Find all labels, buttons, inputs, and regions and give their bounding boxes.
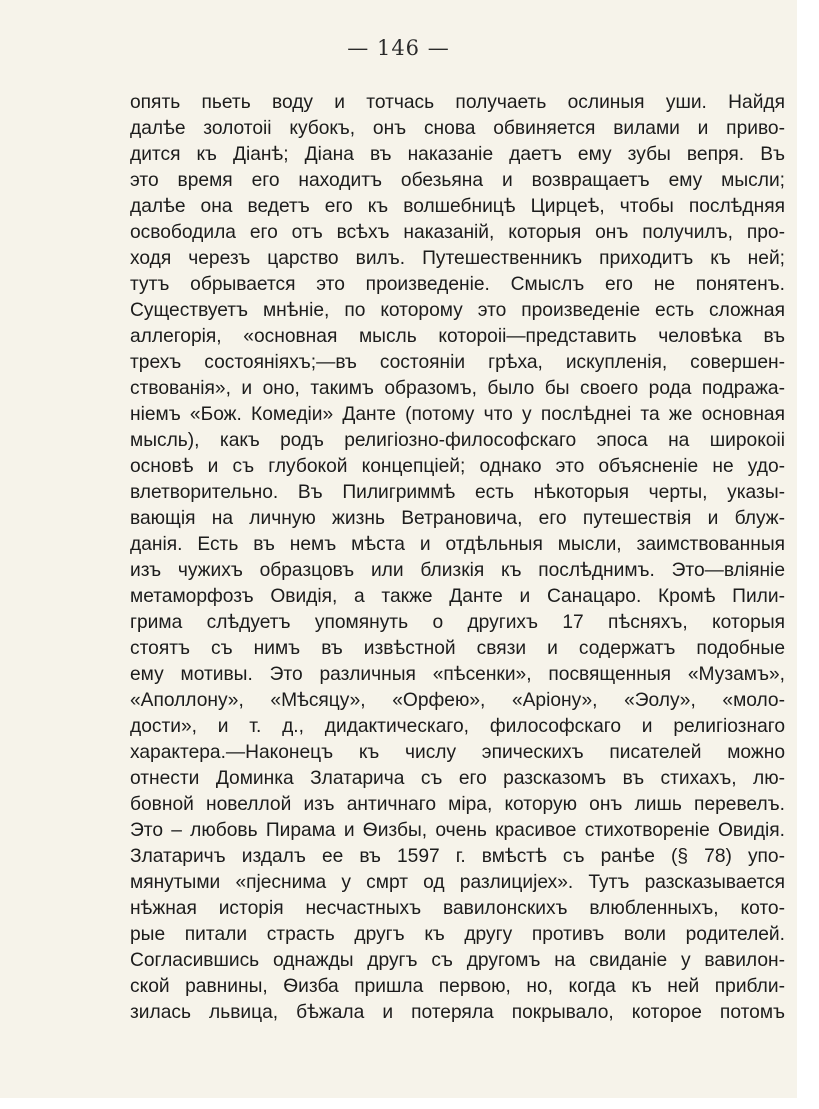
text-line: ніемъ «Бож. Комедіи» Данте (потому что у послѣднеі та же основная — [130, 404, 785, 425]
text-line: нѣжная исторія несчастныхъ вавилонскихъ влюбленныхъ, кото- — [130, 898, 785, 919]
text-line: дости», и т. д., дидактическаго, философскаго и религіознаго — [130, 716, 785, 737]
text-line: ской равнины, Ѳизба пришла первою, но, когда къ ней прибли- — [130, 976, 785, 997]
text-line: грима слѣдуетъ упомянуть о другихъ 17 пѣсняхъ, которыя — [130, 612, 785, 633]
text-line: метаморфозъ Овидія, а также Данте и Санацаро. Кромѣ Пили- — [130, 586, 785, 607]
text-line: характера.—Наконецъ къ числу эпическихъ писателей можно — [130, 742, 785, 763]
text-line: Существуетъ мнѣніе, по которому это произведеніе есть сложная — [130, 300, 785, 321]
text-line: стоятъ съ нимъ въ извѣстной связи и содержатъ подобные — [130, 638, 785, 659]
text-line: далѣе она ведетъ его къ волшебницѣ Цирцеѣ, чтобы послѣдняя — [130, 196, 785, 217]
page-edge-right — [797, 0, 819, 1109]
text-line: ствованія», и оно, такимъ образомъ, было бы своего рода подража- — [130, 378, 785, 399]
text-line: дится къ Діанѣ; Діана въ наказаніе даетъ ему зубы вепря. Въ — [130, 144, 785, 165]
text-line: это время его находитъ обезьяна и возвращаетъ ему мысли; — [130, 170, 785, 191]
text-line: вающія на личную жизнь Ветрановича, его путешествія и блуж- — [130, 508, 785, 529]
text-line: мянутыми «пјеснима у смрт од разлицијех». Тутъ разсказывается — [130, 872, 785, 893]
text-line: ему мотивы. Это различныя «пѣсенки», посвященныя «Музамъ», — [130, 664, 785, 685]
text-line: «Аполлону», «Мѣсяцу», «Орфею», «Аріону», «Эолу», «моло- — [130, 690, 785, 711]
text-line: рые питали страсть другъ къ другу противъ воли родителей. — [130, 924, 785, 945]
text-line: далѣе золотоіі кубокъ, онъ снова обвиняется вилами и приво- — [130, 118, 785, 139]
text-line: ходя черезъ царство вилъ. Путешественникъ приходитъ къ ней; — [130, 248, 785, 269]
text-line: Это – любовь Пирама и Ѳизбы, очень красивое стихотвореніе Овидія. — [130, 820, 785, 841]
text-line: бовной новеллой изъ античнаго міра, которую онъ лишь перевелъ. — [130, 794, 785, 815]
text-line: Златаричъ издалъ ее въ 1597 г. вмѣстѣ съ ранѣе (§ 78) упо- — [130, 846, 785, 867]
page-edge-bottom — [0, 1098, 819, 1109]
body-text — [130, 90, 785, 1026]
text-line: отнести Доминка Златарича съ его разсказомъ въ стихахъ, лю- — [130, 768, 785, 789]
text-line: аллегорія, «основная мысль котороіі—представить человѣка въ — [130, 326, 785, 347]
text-line: зилась львица, бѣжала и потеряла покрывало, которое потомъ — [130, 1002, 785, 1023]
text-line: мысль), какъ родъ религіозно-философскаго эпоса на широкоіі — [130, 430, 785, 451]
text-line: основѣ и съ глубокой концепціей; однако это объясненіе не удо- — [130, 456, 785, 477]
text-line: трехъ состояніяхъ;—въ состояніи грѣха, искупленія, совершен- — [130, 352, 785, 373]
text-line: тутъ обрывается это произведеніе. Смыслъ его не понятенъ. — [130, 274, 785, 295]
text-line: опять пьеть воду и тотчась получаеть ослиныя уши. Найдя — [130, 92, 785, 113]
text-line: данія. Есть въ немъ мѣста и отдѣльныя мысли, заимствованныя — [130, 534, 785, 555]
page-number: — 146 — — [347, 36, 450, 60]
text-line: влетворительно. Въ Пилигриммѣ есть нѣкоторыя черты, указы- — [130, 482, 785, 503]
text-line: изъ чужихъ образцовъ или близкія къ послѣднимъ. Это—вліяніе — [130, 560, 785, 581]
text-line: Согласившись однажды другъ съ другомъ на свиданіе у вавилон- — [130, 950, 785, 971]
text-line: освободила его отъ всѣхъ наказаній, которыя онъ получилъ, про- — [130, 222, 785, 243]
